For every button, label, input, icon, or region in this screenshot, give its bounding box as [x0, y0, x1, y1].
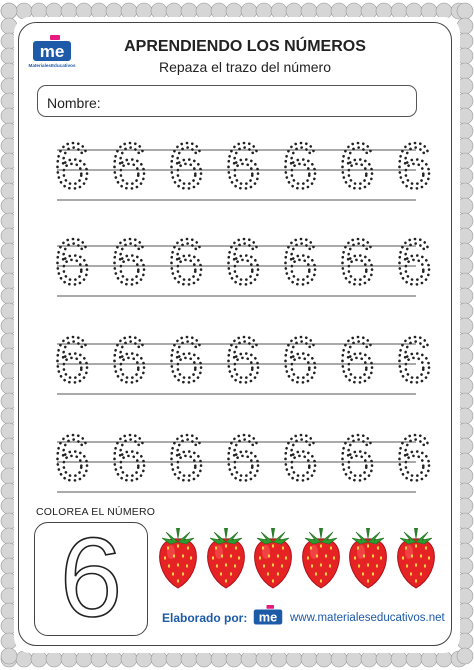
trace-digit: 6 [225, 226, 261, 298]
trace-digit: 6 [339, 324, 375, 396]
me-logo-small-icon [253, 604, 283, 630]
trace-digit: 6 [282, 324, 318, 396]
trace-digit: 6 [225, 130, 261, 202]
strawberry-icon [394, 522, 438, 592]
trace-digit: 6 [54, 130, 90, 202]
page-subtitle: Repaza el trazo del número [159, 59, 331, 75]
page-title: APRENDIENDO LOS NÚMEROS [124, 38, 366, 55]
strawberry-icon [251, 522, 295, 592]
trace-digit: 6 [339, 130, 375, 202]
svg-text:me: me [39, 42, 65, 61]
trace-digit: 6 [396, 324, 432, 396]
strawberry-icon [156, 522, 200, 592]
trace-digit: 6 [339, 422, 375, 494]
trace-digit: 6 [396, 130, 432, 202]
trace-digit: 6 [168, 130, 204, 202]
credit-label: Elaborado por: [162, 611, 248, 625]
strawberry-icon [299, 522, 343, 592]
svg-text:me: me [258, 609, 278, 625]
trace-digit: 6 [54, 226, 90, 298]
name-label: Nombre: [47, 95, 101, 111]
logo-caption: MaterialesEducativos [28, 63, 76, 68]
coloring-digit-box[interactable] [34, 515, 148, 640]
trace-digit: 6 [111, 130, 147, 202]
trace-digit: 6 [225, 422, 261, 494]
website-link[interactable]: www.materialeseducativos.net [290, 612, 445, 624]
coloring-label: COLOREA EL NÚMERO [36, 506, 156, 518]
trace-digit: 6 [54, 324, 90, 396]
trace-digit: 6 [54, 422, 90, 494]
trace-digit: 6 [396, 422, 432, 494]
trace-digit: 6 [282, 130, 318, 202]
trace-digit: 6 [168, 422, 204, 494]
trace-digit: 6 [168, 226, 204, 298]
trace-digit: 6 [282, 422, 318, 494]
trace-digit: 6 [282, 226, 318, 298]
trace-digit: 6 [111, 422, 147, 494]
trace-digit: 6 [111, 226, 147, 298]
trace-digit: 6 [339, 226, 375, 298]
trace-digit: 6 [396, 226, 432, 298]
strawberry-icon [346, 522, 390, 592]
coloring-digit: 6 [59, 515, 123, 640]
trace-digit: 6 [111, 324, 147, 396]
strawberry-icon [204, 522, 248, 592]
trace-digit: 6 [225, 324, 261, 396]
trace-digit: 6 [168, 324, 204, 396]
